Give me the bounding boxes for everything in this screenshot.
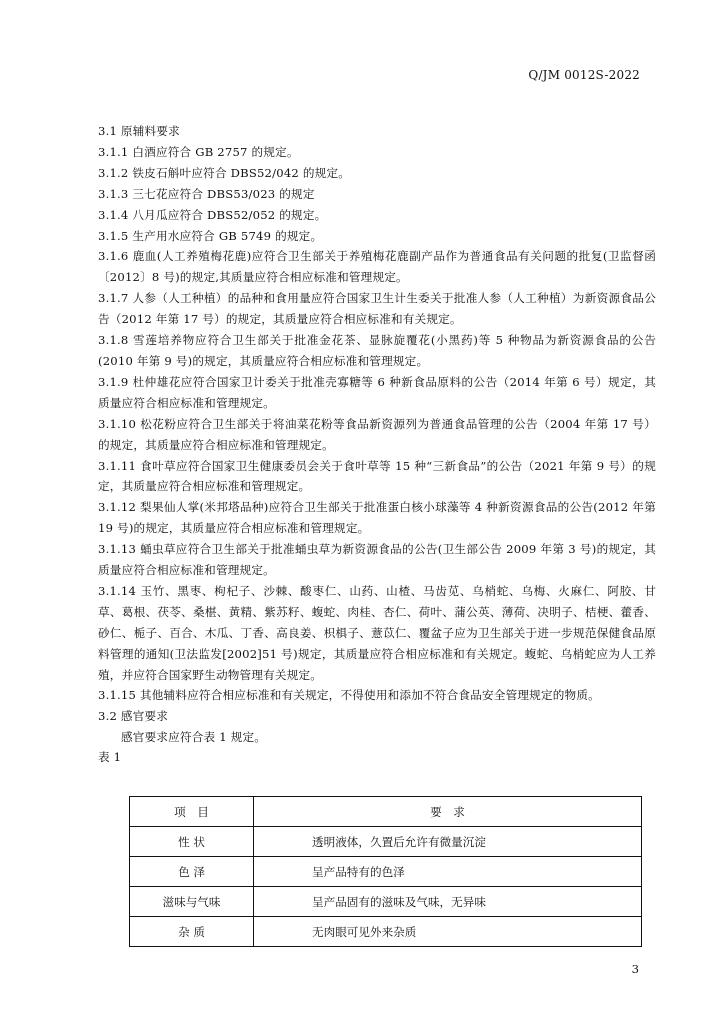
page-number: 3 <box>631 962 639 976</box>
clause-3-1-10: 3.1.10 松花粉应符合卫生部关于将油菜花粉等食品新资源列为普通食品管理的公告（2004 年第 17 号）的规定，其质量应符合相应标准和管理规定。 <box>98 416 656 452</box>
clause-3-1-13: 3.1.13 蛹虫草应符合卫生部关于批准蛹虫草为新资源食品的公告(卫生部公告 2009 年第 3 号)的规定，其质量应符合相应标准和管理规定。 <box>98 542 656 578</box>
row-requirement-cell: 呈产品固有的滋味及气味，无异味 <box>254 887 642 917</box>
table-row <box>130 917 642 947</box>
table-row <box>130 827 642 857</box>
column-header-requirement: 要 求 <box>254 797 642 827</box>
row-item-cell: 滋味与气味 <box>130 887 254 917</box>
document-body <box>98 121 656 766</box>
column-header-item: 项 目 <box>130 797 254 827</box>
table-title: 表 1 <box>98 750 122 765</box>
clause-3-1-8: 3.1.8 雪莲培养物应符合卫生部关于批准金花茶、显脉旋覆花(小黑药)等 5 种物品为新资源食品的公告(2010 年第 9 号)的规定，其质量应符合相应标准和管理规定。 <box>98 333 656 368</box>
clause-3-1-6: 3.1.6 鹿血(人工养殖梅花鹿)应符合卫生部关于养殖梅花鹿副产品作为普通食品有关问题的批复(卫监督函〔2012〕8 号)的规定,其质量应符合相应标准和管理规定。 <box>98 249 656 285</box>
clause-3-1-4: 3.1.4 八月瓜应符合 DBS52/052 的规定。 <box>98 207 327 222</box>
standard-code: Q/JM 0012S-2022 <box>528 68 640 82</box>
row-requirement-cell: 无肉眼可见外来杂质 <box>254 917 642 947</box>
section-3-2-intro: 感官要求应符合表 1 规定。 <box>121 730 267 745</box>
table-row <box>130 887 642 917</box>
clause-3-1-14: 3.1.14 玉竹、黑枣、枸杞子、沙棘、酸枣仁、山药、山楂、马齿苋、乌梢蛇、乌梅、火麻仁、阿胶、甘草、葛根、茯苓、桑椹、黄精、紫苏籽、蝮蛇、肉桂、杏仁、荷叶、蒲公英、薄荷、决明子、桔梗、藿香、砂仁、栀子、百合、木瓜、丁香、高良姜、枳椇子、薏苡仁、覆盆子应为卫生部关于进一步规范保健食品原料管理的通知(卫法监发[2002]51 号)规定，其质量应符合相应标准和有关规定。蝮蛇、乌梢蛇应为人工养殖，并应符合国家野生动物管理有关规定。 <box>98 583 656 682</box>
row-item-cell: 性 状 <box>130 827 254 857</box>
table-header-row <box>130 797 642 827</box>
clause-3-1-15: 3.1.15 其他辅料应符合相应标准和有关规定，不得使用和添加不符合食品安全管理规定的物质。 <box>98 688 600 703</box>
row-requirement-cell: 透明液体，久置后允许有微量沉淀 <box>254 827 642 857</box>
table-row <box>130 857 642 887</box>
clause-3-1-9: 3.1.9 杜仲雄花应符合国家卫计委关于批准壳寡糖等 6 种新食品原料的公告（2014 年第 6 号）规定，其质量应符合相应标准和管理规定。 <box>98 374 656 410</box>
clause-3-1-12: 3.1.12 梨果仙人掌(米邦塔品种)应符合卫生部关于批准蛋白核小球藻等 4 种新资源食品的公告(2012 年第 19 号)的规定，其质量应符合相应标准和管理规定。 <box>98 500 656 536</box>
clause-3-1-7: 3.1.7 人参（人工种植）的品种和食用量应符合国家卫生计生委关于批准人参（人工种植）为新资源食品公告（2012 年第 17 号）的规定，其质量应符合相应标准和有关规定。 <box>98 291 656 327</box>
row-requirement-cell: 呈产品特有的色泽 <box>254 857 642 887</box>
clause-3-1-11: 3.1.11 食叶草应符合国家卫生健康委员会关于食叶草等 15 种“三新食品”的公告（2021 年第 9 号）的规定，其质量应符合相应标准和管理规定。 <box>98 458 656 494</box>
clause-3-1-5: 3.1.5 生产用水应符合 GB 5749 的规定。 <box>98 228 323 243</box>
clause-3-1-2: 3.1.2 铁皮石斛叶应符合 DBS52/042 的规定。 <box>98 165 351 180</box>
clause-3-1-1: 3.1.1 白酒应符合 GB 2757 的规定。 <box>98 144 299 159</box>
row-item-cell: 色 泽 <box>130 857 254 887</box>
section-3-1-title: 3.1 原辅料要求 <box>98 124 180 138</box>
clause-3-1-3: 3.1.3 三七花应符合 DBS53/023 的规定 <box>98 186 315 201</box>
sensory-requirements-table <box>129 796 642 947</box>
row-item-cell: 杂 质 <box>130 917 254 947</box>
section-3-2-title: 3.2 感官要求 <box>98 709 169 724</box>
